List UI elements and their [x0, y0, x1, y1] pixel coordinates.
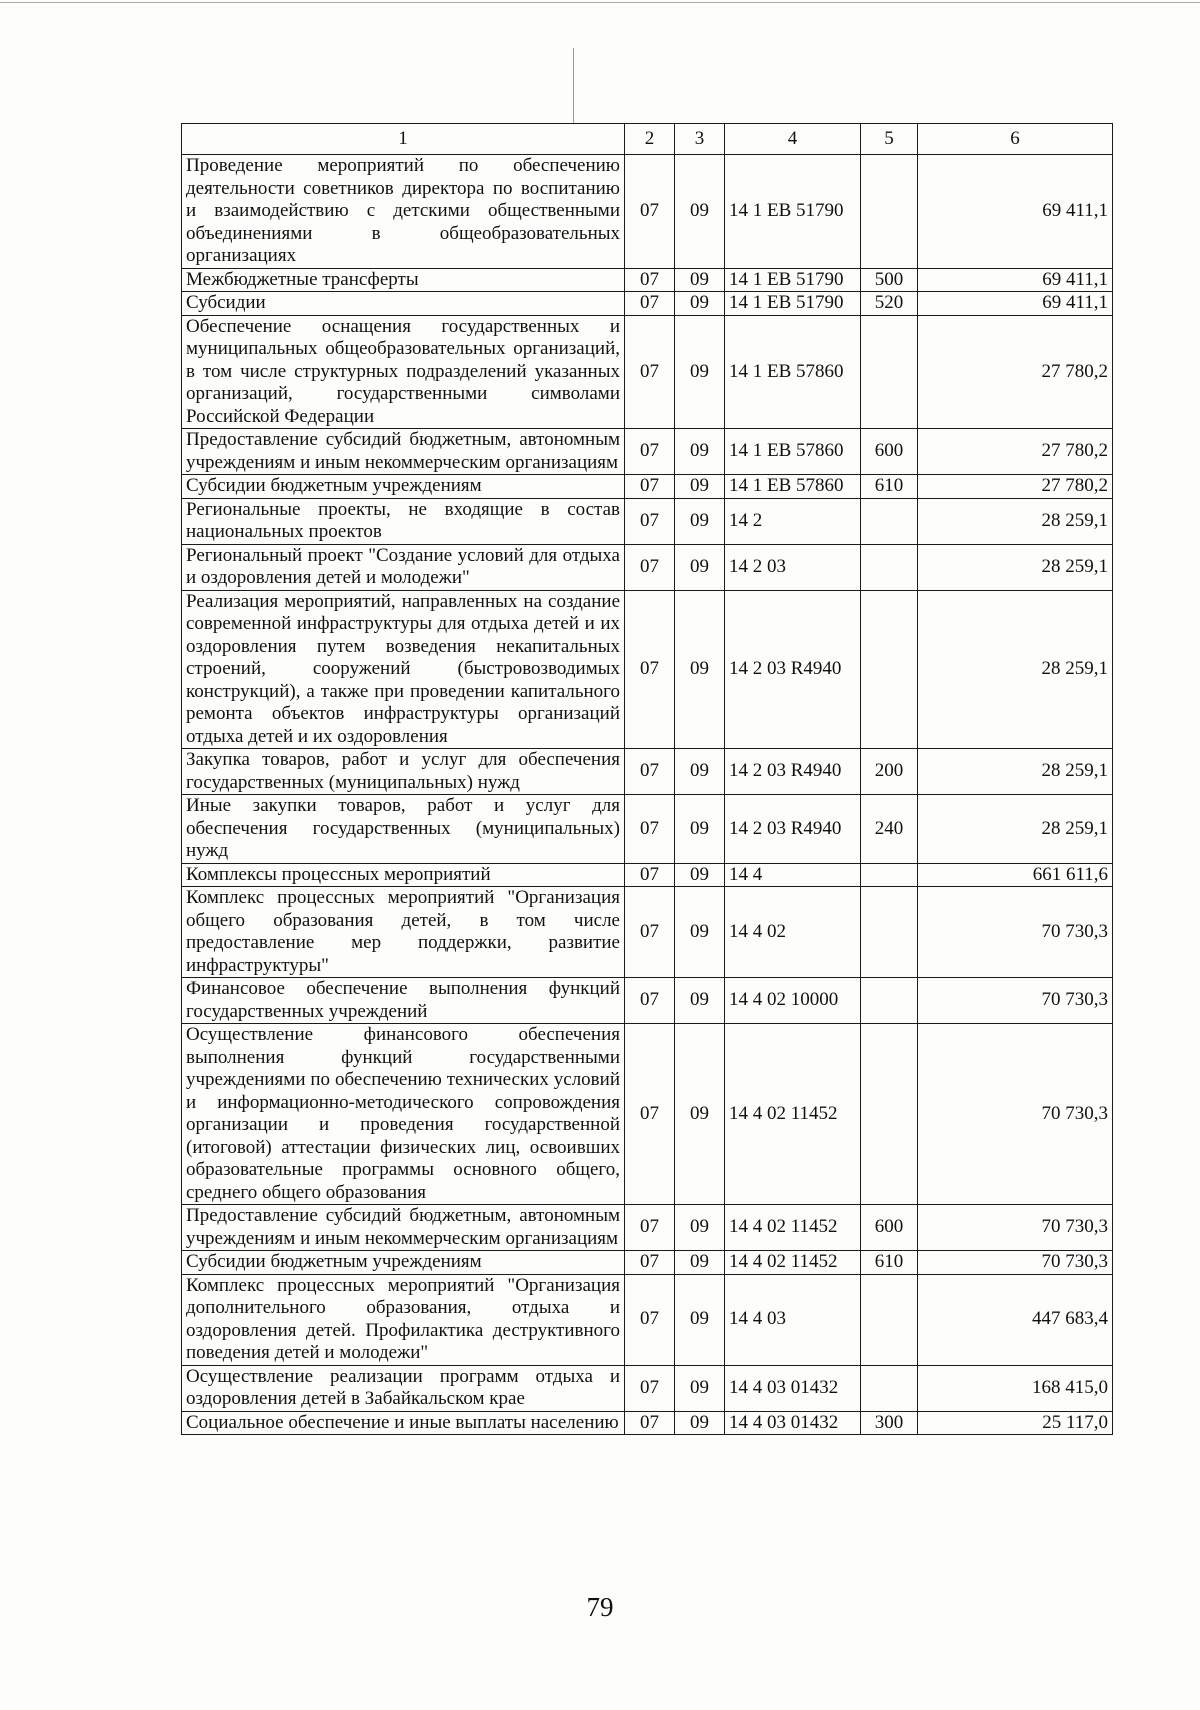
- table-row: [182, 590, 1113, 749]
- page-number: 79: [586, 1592, 614, 1622]
- row-name-cell: Субсидии: [182, 292, 625, 316]
- amount-cell: 28 259,1: [918, 590, 1113, 749]
- table-row: [182, 1251, 1113, 1275]
- expense-type-cell: 600: [861, 1205, 918, 1251]
- column-header: 3: [675, 124, 725, 155]
- section-code-cell: 07: [625, 1365, 675, 1411]
- table-row: [182, 863, 1113, 887]
- table-row: [182, 429, 1113, 475]
- section-code-cell: 07: [625, 429, 675, 475]
- subsection-code-cell: 09: [675, 1411, 725, 1435]
- section-code-cell: 07: [625, 544, 675, 590]
- expense-type-cell: [861, 1024, 918, 1205]
- amount-cell: 25 117,0: [918, 1411, 1113, 1435]
- section-code-cell: 07: [625, 315, 675, 429]
- target-article-cell: 14 2: [725, 498, 861, 544]
- expense-type-cell: [861, 544, 918, 590]
- expense-type-cell: 300: [861, 1411, 918, 1435]
- target-article-cell: 14 4 02 11452: [725, 1205, 861, 1251]
- section-code-cell: 07: [625, 268, 675, 292]
- column-header: 6: [918, 124, 1113, 155]
- subsection-code-cell: 09: [675, 978, 725, 1024]
- expense-type-cell: 500: [861, 268, 918, 292]
- amount-cell: 27 780,2: [918, 475, 1113, 499]
- table-row: [182, 1024, 1113, 1205]
- row-name-cell: Предоставление субсидий бюджетным, автономным учреждениям и иным некоммерческим организациям: [182, 1205, 625, 1251]
- table-row: [182, 887, 1113, 978]
- row-name-cell: Комплекс процессных мероприятий "Организация общего образования детей, в том числе предоставление мер поддержки, развитие инфраструктуры": [182, 887, 625, 978]
- target-article-cell: 14 1 ЕВ 57860: [725, 315, 861, 429]
- target-article-cell: 14 4 02: [725, 887, 861, 978]
- section-code-cell: 07: [625, 795, 675, 864]
- amount-cell: 69 411,1: [918, 292, 1113, 316]
- section-code-cell: 07: [625, 590, 675, 749]
- expense-type-cell: [861, 315, 918, 429]
- section-code-cell: 07: [625, 749, 675, 795]
- subsection-code-cell: 09: [675, 1274, 725, 1365]
- target-article-cell: 14 4 02 11452: [725, 1024, 861, 1205]
- expense-type-cell: [861, 1274, 918, 1365]
- target-article-cell: 14 2 03 R4940: [725, 749, 861, 795]
- target-article-cell: 14 1 ЕВ 57860: [725, 475, 861, 499]
- expense-type-cell: [861, 498, 918, 544]
- table-row: [182, 544, 1113, 590]
- expense-type-cell: [861, 155, 918, 269]
- row-name-cell: Осуществление реализации программ отдыха и оздоровления детей в Забайкальском крае: [182, 1365, 625, 1411]
- expense-type-cell: [861, 978, 918, 1024]
- amount-cell: 28 259,1: [918, 749, 1113, 795]
- section-code-cell: 07: [625, 1274, 675, 1365]
- subsection-code-cell: 09: [675, 1205, 725, 1251]
- subsection-code-cell: 09: [675, 292, 725, 316]
- row-name-cell: Региональный проект "Создание условий для отдыха и оздоровления детей и молодежи": [182, 544, 625, 590]
- target-article-cell: 14 4 02 10000: [725, 978, 861, 1024]
- table-row: [182, 1274, 1113, 1365]
- target-article-cell: 14 1 ЕВ 57860: [725, 429, 861, 475]
- amount-cell: 27 780,2: [918, 315, 1113, 429]
- amount-cell: 69 411,1: [918, 155, 1113, 269]
- target-article-cell: 14 1 ЕВ 51790: [725, 155, 861, 269]
- section-code-cell: 07: [625, 1024, 675, 1205]
- expense-type-cell: 610: [861, 1251, 918, 1275]
- row-name-cell: Реализация мероприятий, направленных на создание современной инфраструктуры для отдыха детей и их оздоровления путем возведения некапитальных строений, сооружений (быстровозводимых конструкций), а также при проведении капитального ремонта объектов инфраструктуры организаций отдыха детей и их оздоровления: [182, 590, 625, 749]
- expense-type-cell: 600: [861, 429, 918, 475]
- row-name-cell: Обеспечение оснащения государственных и муниципальных общеобразовательных организаций, в том числе структурных подразделений указанных организаций, государственными символами Российской Федерации: [182, 315, 625, 429]
- row-name-cell: Проведение мероприятий по обеспечению деятельности советников директора по воспитанию и взаимодействию с детскими общественными объединениями в общеобразовательных организациях: [182, 155, 625, 269]
- table-row: [182, 978, 1113, 1024]
- expense-type-cell: [861, 887, 918, 978]
- table-header-row: [182, 124, 1113, 155]
- expense-type-cell: 520: [861, 292, 918, 316]
- table-row: [182, 1411, 1113, 1435]
- table-row: [182, 292, 1113, 316]
- section-code-cell: 07: [625, 1205, 675, 1251]
- section-code-cell: 07: [625, 863, 675, 887]
- section-code-cell: 07: [625, 887, 675, 978]
- row-name-cell: Социальное обеспечение и иные выплаты населению: [182, 1411, 625, 1435]
- subsection-code-cell: 09: [675, 429, 725, 475]
- row-name-cell: Межбюджетные трансферты: [182, 268, 625, 292]
- amount-cell: 70 730,3: [918, 1251, 1113, 1275]
- row-name-cell: Предоставление субсидий бюджетным, автономным учреждениям и иным некоммерческим организациям: [182, 429, 625, 475]
- section-code-cell: 07: [625, 1251, 675, 1275]
- column-header: 5: [861, 124, 918, 155]
- row-name-cell: Закупка товаров, работ и услуг для обеспечения государственных (муниципальных) нужд: [182, 749, 625, 795]
- row-name-cell: Субсидии бюджетным учреждениям: [182, 1251, 625, 1275]
- expense-type-cell: 610: [861, 475, 918, 499]
- amount-cell: 28 259,1: [918, 795, 1113, 864]
- column-header: 4: [725, 124, 861, 155]
- section-code-cell: 07: [625, 1411, 675, 1435]
- subsection-code-cell: 09: [675, 795, 725, 864]
- target-article-cell: 14 2 03 R4940: [725, 590, 861, 749]
- subsection-code-cell: 09: [675, 887, 725, 978]
- table-row: [182, 155, 1113, 269]
- scan-top-edge: [0, 2, 1200, 3]
- budget-table: [181, 123, 1113, 1435]
- scan-fold-mark: [573, 48, 574, 123]
- subsection-code-cell: 09: [675, 315, 725, 429]
- section-code-cell: 07: [625, 498, 675, 544]
- subsection-code-cell: 09: [675, 268, 725, 292]
- subsection-code-cell: 09: [675, 544, 725, 590]
- row-name-cell: Комплексы процессных мероприятий: [182, 863, 625, 887]
- row-name-cell: Осуществление финансового обеспечения выполнения функций государственными учреждениями по обеспечению технических условий и информационно-методического сопровождения организации и проведения государственной (итоговой) аттестации физических лиц, освоивших образовательные программы основного общего, среднего общего образования: [182, 1024, 625, 1205]
- column-header: 1: [182, 124, 625, 155]
- amount-cell: 447 683,4: [918, 1274, 1113, 1365]
- target-article-cell: 14 1 ЕВ 51790: [725, 268, 861, 292]
- table-body: [182, 155, 1113, 1435]
- section-code-cell: 07: [625, 155, 675, 269]
- section-code-cell: 07: [625, 475, 675, 499]
- target-article-cell: 14 4 02 11452: [725, 1251, 861, 1275]
- amount-cell: 70 730,3: [918, 1205, 1113, 1251]
- row-name-cell: Иные закупки товаров, работ и услуг для обеспечения государственных (муниципальных) нужд: [182, 795, 625, 864]
- row-name-cell: Региональные проекты, не входящие в состав национальных проектов: [182, 498, 625, 544]
- target-article-cell: 14 4 03: [725, 1274, 861, 1365]
- subsection-code-cell: 09: [675, 498, 725, 544]
- amount-cell: 70 730,3: [918, 1024, 1113, 1205]
- table-row: [182, 1205, 1113, 1251]
- column-header: 2: [625, 124, 675, 155]
- amount-cell: 70 730,3: [918, 887, 1113, 978]
- row-name-cell: Субсидии бюджетным учреждениям: [182, 475, 625, 499]
- row-name-cell: Финансовое обеспечение выполнения функций государственных учреждений: [182, 978, 625, 1024]
- table-row: [182, 475, 1113, 499]
- table-row: [182, 268, 1113, 292]
- subsection-code-cell: 09: [675, 155, 725, 269]
- table-row: [182, 1365, 1113, 1411]
- target-article-cell: 14 4 03 01432: [725, 1411, 861, 1435]
- subsection-code-cell: 09: [675, 1365, 725, 1411]
- expense-type-cell: 200: [861, 749, 918, 795]
- expense-type-cell: 240: [861, 795, 918, 864]
- target-article-cell: 14 1 ЕВ 51790: [725, 292, 861, 316]
- table-row: [182, 498, 1113, 544]
- target-article-cell: 14 2 03 R4940: [725, 795, 861, 864]
- target-article-cell: 14 4: [725, 863, 861, 887]
- expense-type-cell: [861, 590, 918, 749]
- table-row: [182, 749, 1113, 795]
- target-article-cell: 14 2 03: [725, 544, 861, 590]
- amount-cell: 661 611,6: [918, 863, 1113, 887]
- row-name-cell: Комплекс процессных мероприятий "Организация дополнительного образования, отдыха и оздоровления детей. Профилактика деструктивного поведения детей и молодежи": [182, 1274, 625, 1365]
- subsection-code-cell: 09: [675, 475, 725, 499]
- amount-cell: 28 259,1: [918, 544, 1113, 590]
- expense-type-cell: [861, 863, 918, 887]
- expense-type-cell: [861, 1365, 918, 1411]
- amount-cell: 69 411,1: [918, 268, 1113, 292]
- amount-cell: 168 415,0: [918, 1365, 1113, 1411]
- table-row: [182, 795, 1113, 864]
- amount-cell: 27 780,2: [918, 429, 1113, 475]
- table-row: [182, 315, 1113, 429]
- subsection-code-cell: 09: [675, 1251, 725, 1275]
- subsection-code-cell: 09: [675, 1024, 725, 1205]
- subsection-code-cell: 09: [675, 863, 725, 887]
- section-code-cell: 07: [625, 978, 675, 1024]
- subsection-code-cell: 09: [675, 590, 725, 749]
- subsection-code-cell: 09: [675, 749, 725, 795]
- amount-cell: 28 259,1: [918, 498, 1113, 544]
- target-article-cell: 14 4 03 01432: [725, 1365, 861, 1411]
- section-code-cell: 07: [625, 292, 675, 316]
- amount-cell: 70 730,3: [918, 978, 1113, 1024]
